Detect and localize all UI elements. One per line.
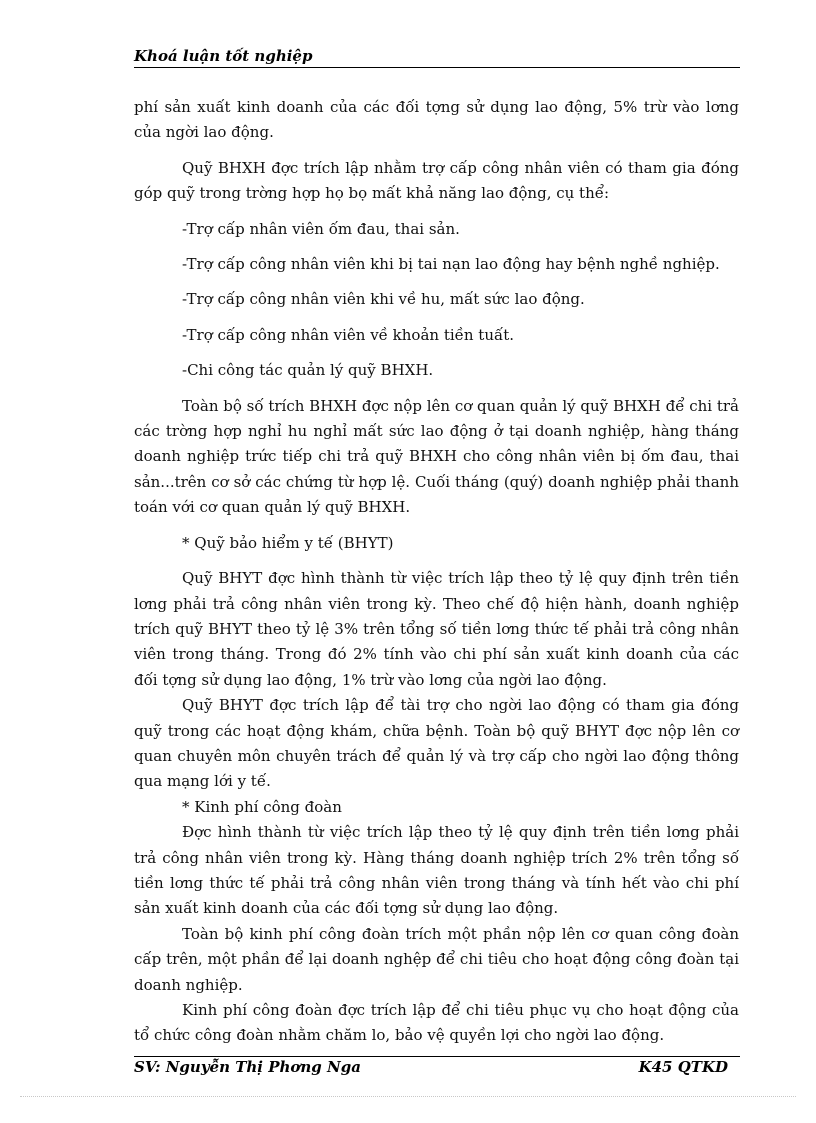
list-item: -Trợ cấp công nhân viên về khoản tiền tuất. xyxy=(182,325,514,344)
page-footer xyxy=(134,1056,740,1077)
section-heading-kpcd: * Kinh phí công đoàn xyxy=(182,797,342,816)
list-item: -Trợ cấp nhân viên ốm đau, thai sản. xyxy=(182,219,460,238)
paragraph-bhxh-payment: Toàn bộ số trích BHXH đợc nộp lên cơ quan quản lý quỹ BHXH để chi trả các trờng hợp nghỉ hu nghỉ mất sức lao động ở tại doanh nghiệp, hàng tháng doanh nghiệp trức tiếp chi trả quỹ BHXH cho công nhân viên bị ốm đau, thai sản...trên cơ sở các chứng từ hợp lệ. Cuối tháng (quý) doanh nghiệp phải thanh toán với cơ quan quản lý quỹ BHXH. xyxy=(134,396,739,517)
header-title: Khoá luận tốt nghiệp xyxy=(134,47,313,65)
list-item: -Trợ cấp công nhân viên khi bị tai nạn lao động hay bệnh nghề nghiệp. xyxy=(182,255,720,274)
list-item: -Trợ cấp công nhân viên khi về hu, mất sức lao động. xyxy=(182,290,585,309)
footer-class: K45 QTKD xyxy=(638,1058,728,1076)
paragraph-bhxh-purpose: Quỹ BHXH đợc trích lập nhằm trợ cấp công nhân viên có tham gia đóng góp quỹ trong trờng hợp họ bọ mất khả năng lao động, cụ thể: xyxy=(134,158,739,203)
page-header xyxy=(134,47,740,68)
list-item: -Chi công tác quản lý quỹ BHXH. xyxy=(182,361,434,380)
page-break-line xyxy=(20,1096,796,1097)
paragraph-kpcd-distribution: Toàn bộ kinh phí công đoàn trích một phần nộp lên cơ quan công đoàn cấp trên, một phần để lại doanh nghệp để chi tiêu cho hoạt động công đoàn tại doanh nghiệp. xyxy=(134,924,739,994)
document-body xyxy=(134,95,739,1049)
paragraph-bhyt-formation: Quỹ BHYT đợc hình thành từ việc trích lập theo tỷ lệ quy định trên tiền lơng phải trả công nhân viên trong kỳ. Theo chế độ hiện hành, doanh nghiệp trích quỹ BHYT theo tỷ lệ 3% trên tổng số tiền lơng thức tế phải trả công nhân viên trong tháng. Trong đó 2% tính vào chi phí sản xuất kinh doanh của các đối tợng sử dụng lao động, 1% trừ vào lơng của ngời lao động. xyxy=(134,569,739,689)
paragraph-bhyt-usage: Quỹ BHYT đợc trích lập để tài trợ cho ngời lao động có tham gia đóng quỹ trong các hoạt động khám, chữa bệnh. Toàn bộ quỹ BHYT đợc nộp lên cơ quan chuyên môn chuyên trách để quản lý và trợ cấp cho ngời lao động thông qua mạng lới y tế. xyxy=(134,696,739,791)
paragraph-kpcd-purpose: Kinh phí công đoàn đợc trích lập để chi tiêu phục vụ cho hoạt động của tổ chức công đoàn nhằm chăm lo, bảo vệ quyền lợi cho ngời lao động. xyxy=(134,1001,739,1045)
section-heading-bhyt: * Quỹ bảo hiểm y tế (BHYT) xyxy=(182,533,394,552)
footer-author: SV: Nguyễn Thị Phơng Nga xyxy=(134,1058,361,1076)
paragraph-kpcd-formation: Đợc hình thành từ việc trích lập theo tỷ lệ quy định trên tiền lơng phải trả công nhân viên trong kỳ. Hàng tháng doanh nghiệp trích 2% trên tổng số tiền lơng thức tế phải trả công nhân viên trong tháng và tính hết vào chi phí sản xuất kinh doanh của các đối tợng sử dụng lao động. xyxy=(134,823,739,918)
paragraph-continuation: phí sản xuất kinh doanh của các đối tợng sử dụng lao động, 5% trừ vào lơng của ngời lao động. xyxy=(134,98,739,142)
